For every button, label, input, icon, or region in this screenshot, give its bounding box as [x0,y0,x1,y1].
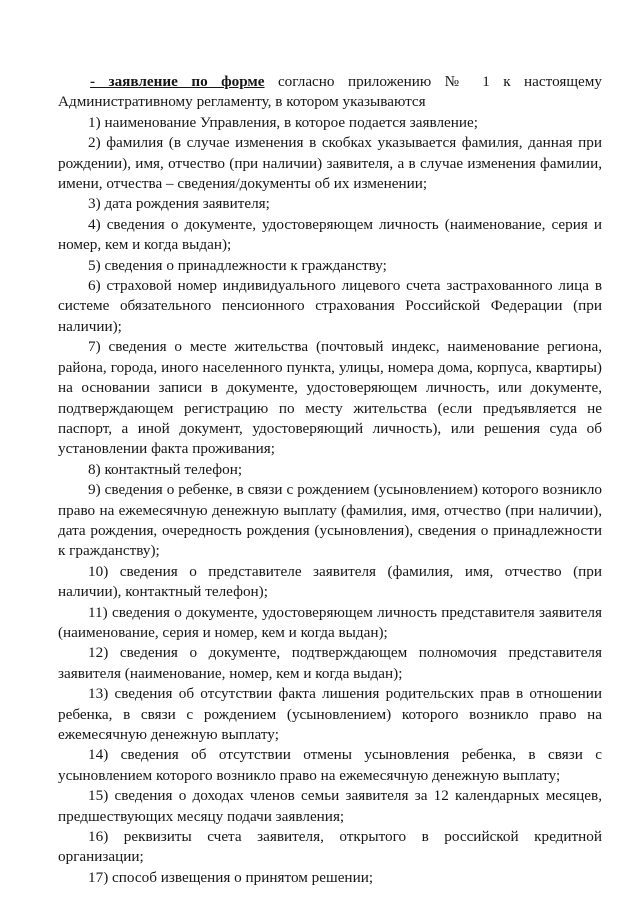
document-page [58,72,602,888]
list-item: 12) сведения о документе, подтверждающем полномочия представителя заявителя (наименование, номер, кем и когда выдан); [58,644,602,682]
list-item: 5) сведения о принадлежности к гражданству; [88,256,387,274]
list-item: 2) фамилия (в случае изменения в скобках указывается фамилия, данная при рождении), имя, отчество (при наличии) заявителя, а в случае изменения фамилии, имени, отчества – сведения/документы об их изменении; [58,134,602,193]
list-item: 4) сведения о документе, удостоверяющем личность (наименование, серия и номер, кем и когда выдан); [58,215,602,254]
list-item: 16) реквизиты счета заявителя, открытого в российской кредитной организации; [58,828,602,866]
list-item: 17) способ извещения о принятом решении; [88,868,374,886]
list-item: 14) сведения об отсутствии отмены усыновления ребенка, в связи с усыновлением которого возникло право на ежемесячную денежную выплату; [58,746,602,784]
list-item: 15) сведения о доходах членов семьи заявителя за 12 календарных месяцев, предшествующих месяцу подачи заявления; [58,787,602,825]
list-item: 3) дата рождения заявителя; [88,195,270,213]
intro-paragraph [58,72,602,113]
list-item: 9) сведения о ребенке, в связи с рождением (усыновлением) которого возникло право на ежемесячную денежную выплату (фамилия, имя, отчество (при наличии), дата рождения, очередность рождения (усыновления), сведения о принадлежности к гражданству); [58,481,602,560]
list-item: 8) контактный телефон; [88,460,243,478]
list-item: 11) сведения о документе, удостоверяющем личность представителя заявителя (наименование, серия и номер, кем и когда выдан); [58,603,602,641]
intro-rest: согласно приложению № 1 к настоящему Административному регламенту, в котором указываются [58,73,602,111]
list-item: 6) страховой номер индивидуального лицевого счета застрахованного лица в системе обязательного пенсионного страхования Российской Федерации (при наличии); [58,277,602,335]
intro-lead: - заявление по форме [90,73,265,90]
list-item: 10) сведения о представителе заявителя (фамилия, имя, отчество (при наличии), контактный телефон); [58,562,602,601]
list-item: 7) сведения о месте жительства (почтовый индекс, наименование региона, района, города, иного населенного пункта, улицы, номера дома, корпуса, квартиры) на основании записи в документе, удостоверяющем личность, или документе, подтверждающем регистрацию по месту жительства (если предъявляется не паспорт, а иной документ, удостоверяющий личность), или решения суда об установлении факта проживания; [58,338,602,458]
list-item: 1) наименование Управления, в которое подается заявление; [88,113,479,131]
list-item: 13) сведения об отсутствии факта лишения родительских прав в отношении ребенка, в связи с рождением (усыновлением) которого возникло право на ежемесячную денежную выплату; [58,685,602,743]
